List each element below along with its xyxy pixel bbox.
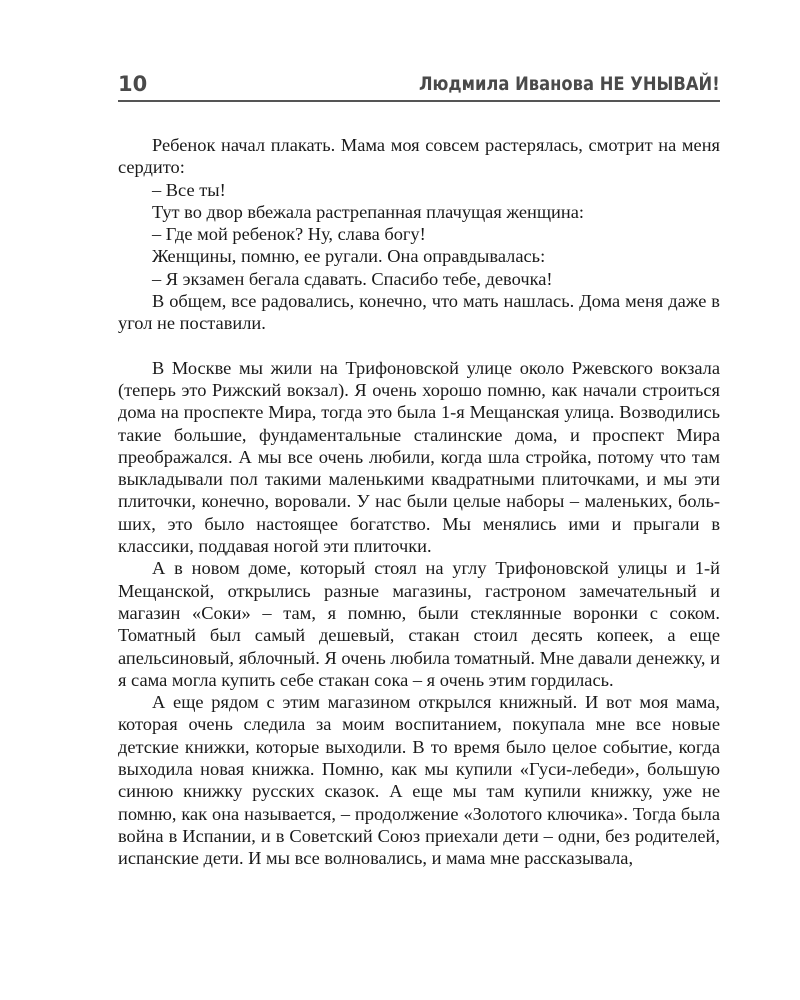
body-text <box>118 134 720 870</box>
paragraph: Тут во двор вбежала растрепанная плачущая женщина: <box>152 201 584 222</box>
paragraph: Ребенок начал плакать. Мама моя совсем растерялась, смотрит на меня сердито: <box>118 135 720 178</box>
page-header <box>118 62 720 102</box>
running-title: Людмила Иванова НЕ УНЫВАЙ! <box>419 73 720 95</box>
page-number: 10 <box>118 72 148 96</box>
dialogue-line: – Все ты! <box>152 179 226 200</box>
paragraph: А еще рядом с этим магазином открылся книжный. И вот моя мама, которая очень следила за моим воспитанием, покупала мне все новые детские книжки, которые выходили. В то время было целое событие, когда выходила новая книжка. Помню, как мы купили «Гуси-лебеди», большую синюю книжку русских сказок. А еще мы там купили книжку, уже не помню, как она называется, – продолжение «Золотого ключика». Тогда была война в Испании, и в Советский Союз приехали дети – одни, без родителей, испанские дети. И мы все волновались, и мама мне рассказывала, <box>118 692 720 869</box>
paragraph: А в новом доме, который стоял на углу Трифоновской улицы и 1-й Мещанской, открылись разные магазины, гастроном замечательный и магазин «Соки» – там, я помню, были стеклянные воронки с соком. Томатный был самый дешевый, стакан стоил десять копеек, а еще апельсиновый, яблочный. Я очень любила томатный. Мне давали денежку, и я сама могла купить себе стакан сока – я очень этим гордилась. <box>118 558 720 690</box>
dialogue-line: – Я экзамен бегала сдавать. Спасибо тебе, девочка! <box>152 268 553 289</box>
paragraph: В Москве мы жили на Трифоновской улице около Ржевского вокзала (теперь это Рижский вокзал). Я очень хорошо помню, как начали строиться дома на проспекте Мира, тогда это была 1-я Мещанская улица. Возводились такие большие, фундаментальные сталинские дома, и проспект Мира преображался. А мы все очень любили, когда шла стройка, потому что там выкладывали пол такими маленькими квадратными плиточками, и мы эти плиточки, конечно, воровали. У нас были целые наборы – маленьких, больших, это было настоящее богатство. Мы менялись ими и прыгали в классики, поддавая ногой эти плиточки. <box>118 357 720 557</box>
section-break <box>118 335 720 357</box>
dialogue-line: – Где мой ребенок? Ну, слава богу! <box>152 224 426 245</box>
paragraph: В общем, все радовались, конечно, что мать нашлась. Дома меня даже в угол не поставили. <box>118 291 720 334</box>
paragraph: Женщины, помню, ее ругали. Она оправдывалась: <box>152 246 546 267</box>
